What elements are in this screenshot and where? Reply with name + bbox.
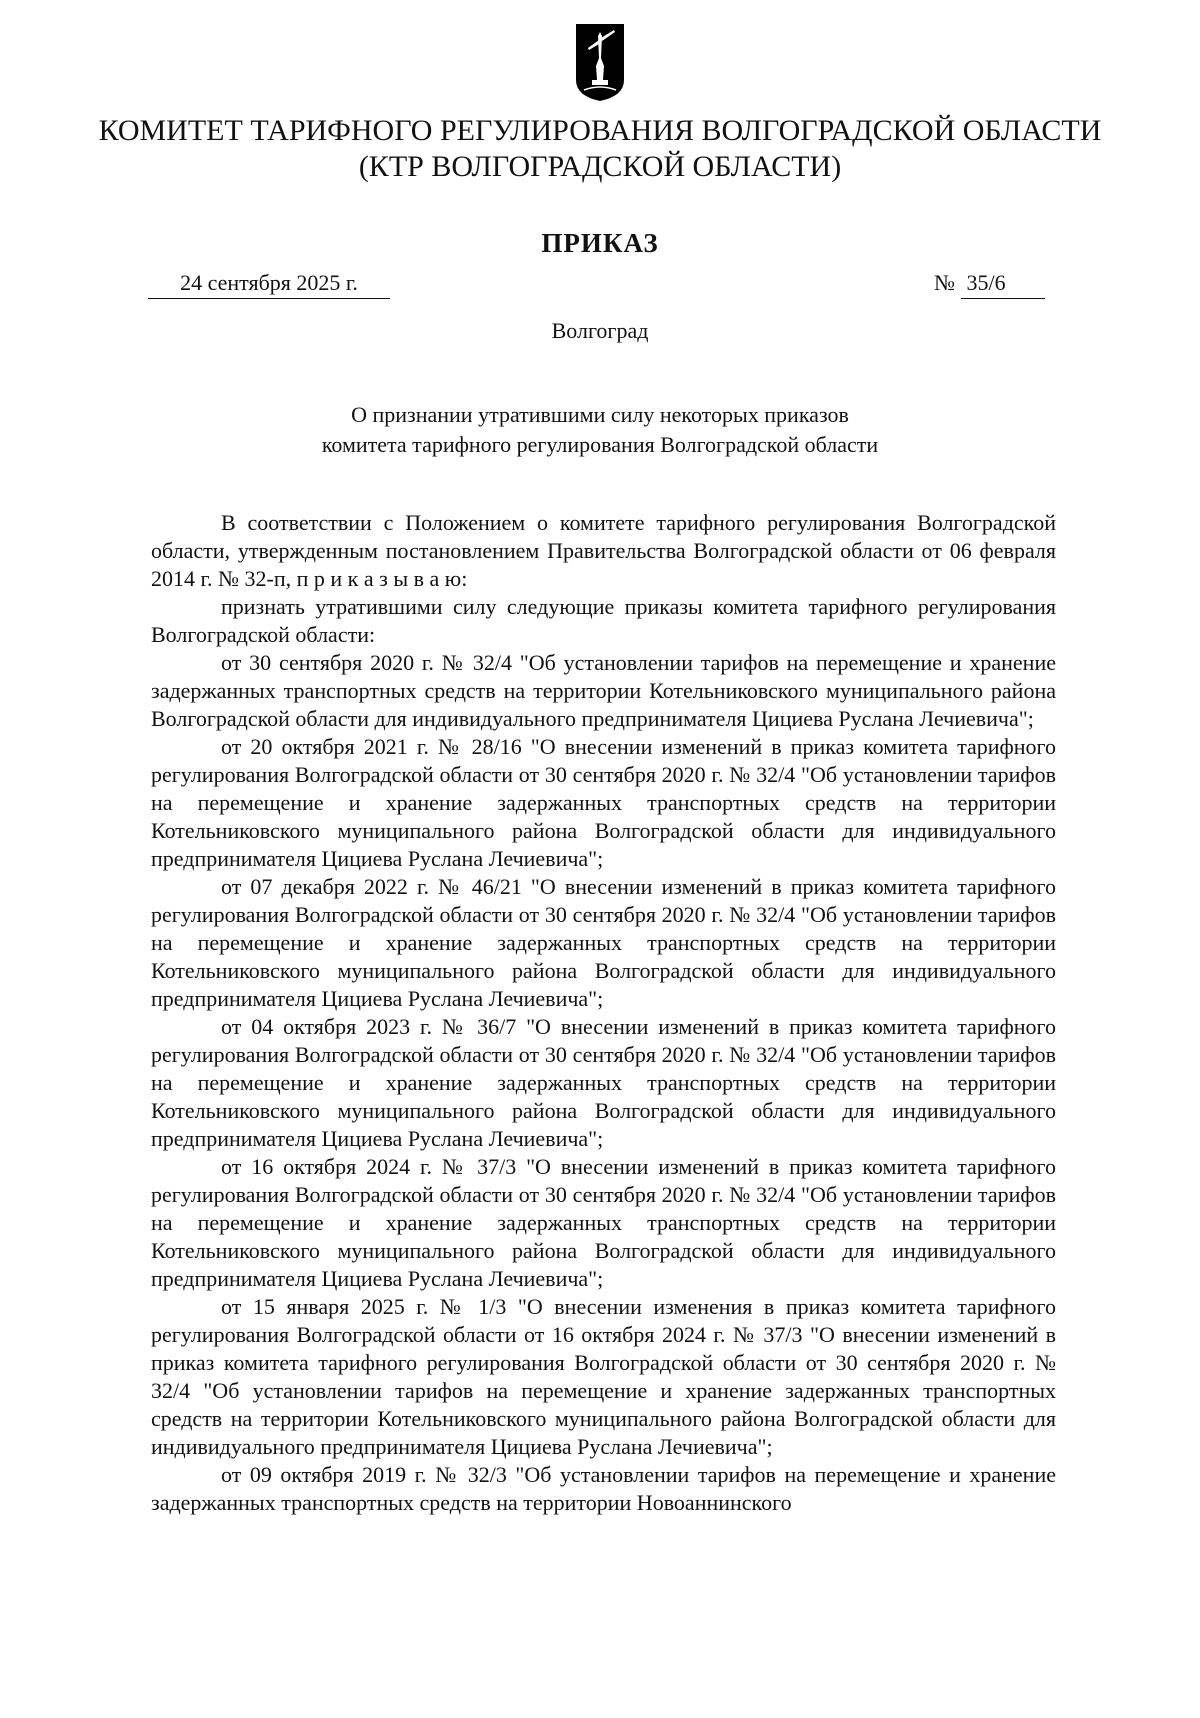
committee-abbreviation: (КТР ВОЛГОГРАДСКОЙ ОБЛАСТИ)	[358, 150, 842, 183]
order-number: 35/6	[961, 268, 1045, 299]
list-item: от 20 октября 2021 г. № 28/16 "О внесении изменений в приказ комитета тарифного регулирования Волгоградской области от 30 сентября 2020 г. № 32/4 "Об установлении тарифов на перемещение и хранение задержанных транспортных средств на территории Котельниковского муниципального района Волгоградской области для индивидуального предпринимателя Цициева Руслана Лечиевича";	[151, 734, 1056, 871]
list-item: от 09 октября 2019 г. № 32/3 "Об установлении тарифов на перемещение и хранение задержанных транспортных средств на территории Новоаннинского	[151, 1462, 1056, 1515]
list-item: от 30 сентября 2020 г. № 32/4 "Об установлении тарифов на перемещение и хранение задержанных транспортных средств на территории Котельниковского муниципального района Волгоградской области для индивидуального предпринимателя Цициева Руслана Лечиевича";	[151, 650, 1056, 731]
city: Волгоград	[551, 318, 649, 343]
list-item: от 15 января 2025 г. № 1/3 "О внесении изменения в приказ комитета тарифного регулирования Волгоградской области от 16 октября 2024 г. № 37/3 "О внесении изменений в приказ комитета тарифного регулирования Волгоградской области от 30 сентября 2020 г. № 32/4 "Об установлении тарифов на перемещение и хранение задержанных транспортных средств на территории Котельниковского муниципального района Волгоградской области для индивидуального предпринимателя Цициева Руслана Лечиевича";	[151, 1294, 1056, 1459]
order-subject	[0, 400, 1200, 460]
subject-line: комитета тарифного регулирования Волгоградской области	[321, 432, 879, 457]
preamble-paragraph: В соответствии с Положением о комитете тарифного регулирования Волгоградской области, утвержденным постановлением Правительства Волгоградской области от 06 февраля 2014 г. № 32-п, п р и к а з ы в а ю:	[151, 510, 1056, 591]
order-date: 24 сентября 2025 г.	[148, 268, 390, 299]
order-number-block	[934, 268, 1045, 299]
coat-of-arms-icon	[574, 22, 626, 102]
number-sign: №	[934, 270, 955, 295]
list-item: от 16 октября 2024 г. № 37/3 "О внесении изменений в приказ комитета тарифного регулирования Волгоградской области от 30 сентября 2020 г. № 32/4 "Об установлении тарифов на перемещение и хранение задержанных транспортных средств на территории Котельниковского муниципального района Волгоградской области для индивидуального предпринимателя Цициева Руслана Лечиевича";	[151, 1154, 1056, 1291]
subject-line: О признании утратившими силу некоторых приказов	[351, 402, 849, 427]
list-item: от 04 октября 2023 г. № 36/7 "О внесении изменений в приказ комитета тарифного регулирования Волгоградской области от 30 сентября 2020 г. № 32/4 "Об установлении тарифов на перемещение и хранение задержанных транспортных средств на территории Котельниковского муниципального района Волгоградской области для индивидуального предпринимателя Цициева Руслана Лечиевича";	[151, 1014, 1056, 1151]
order-body	[151, 509, 1056, 1517]
committee-name: КОМИТЕТ ТАРИФНОГО РЕГУЛИРОВАНИЯ ВОЛГОГРАДСКОЙ ОБЛАСТИ	[98, 114, 1102, 147]
document-title: ПРИКАЗ	[541, 228, 659, 258]
list-item: от 07 декабря 2022 г. № 46/21 "О внесении изменений в приказ комитета тарифного регулирования Волгоградской области от 30 сентября 2020 г. № 32/4 "Об установлении тарифов на перемещение и хранение задержанных транспортных средств на территории Котельниковского муниципального района Волгоградской области для индивидуального предпринимателя Цициева Руслана Лечиевича";	[151, 874, 1056, 1011]
decision-paragraph: признать утратившими силу следующие приказы комитета тарифного регулирования Волгоградской области:	[151, 594, 1056, 647]
